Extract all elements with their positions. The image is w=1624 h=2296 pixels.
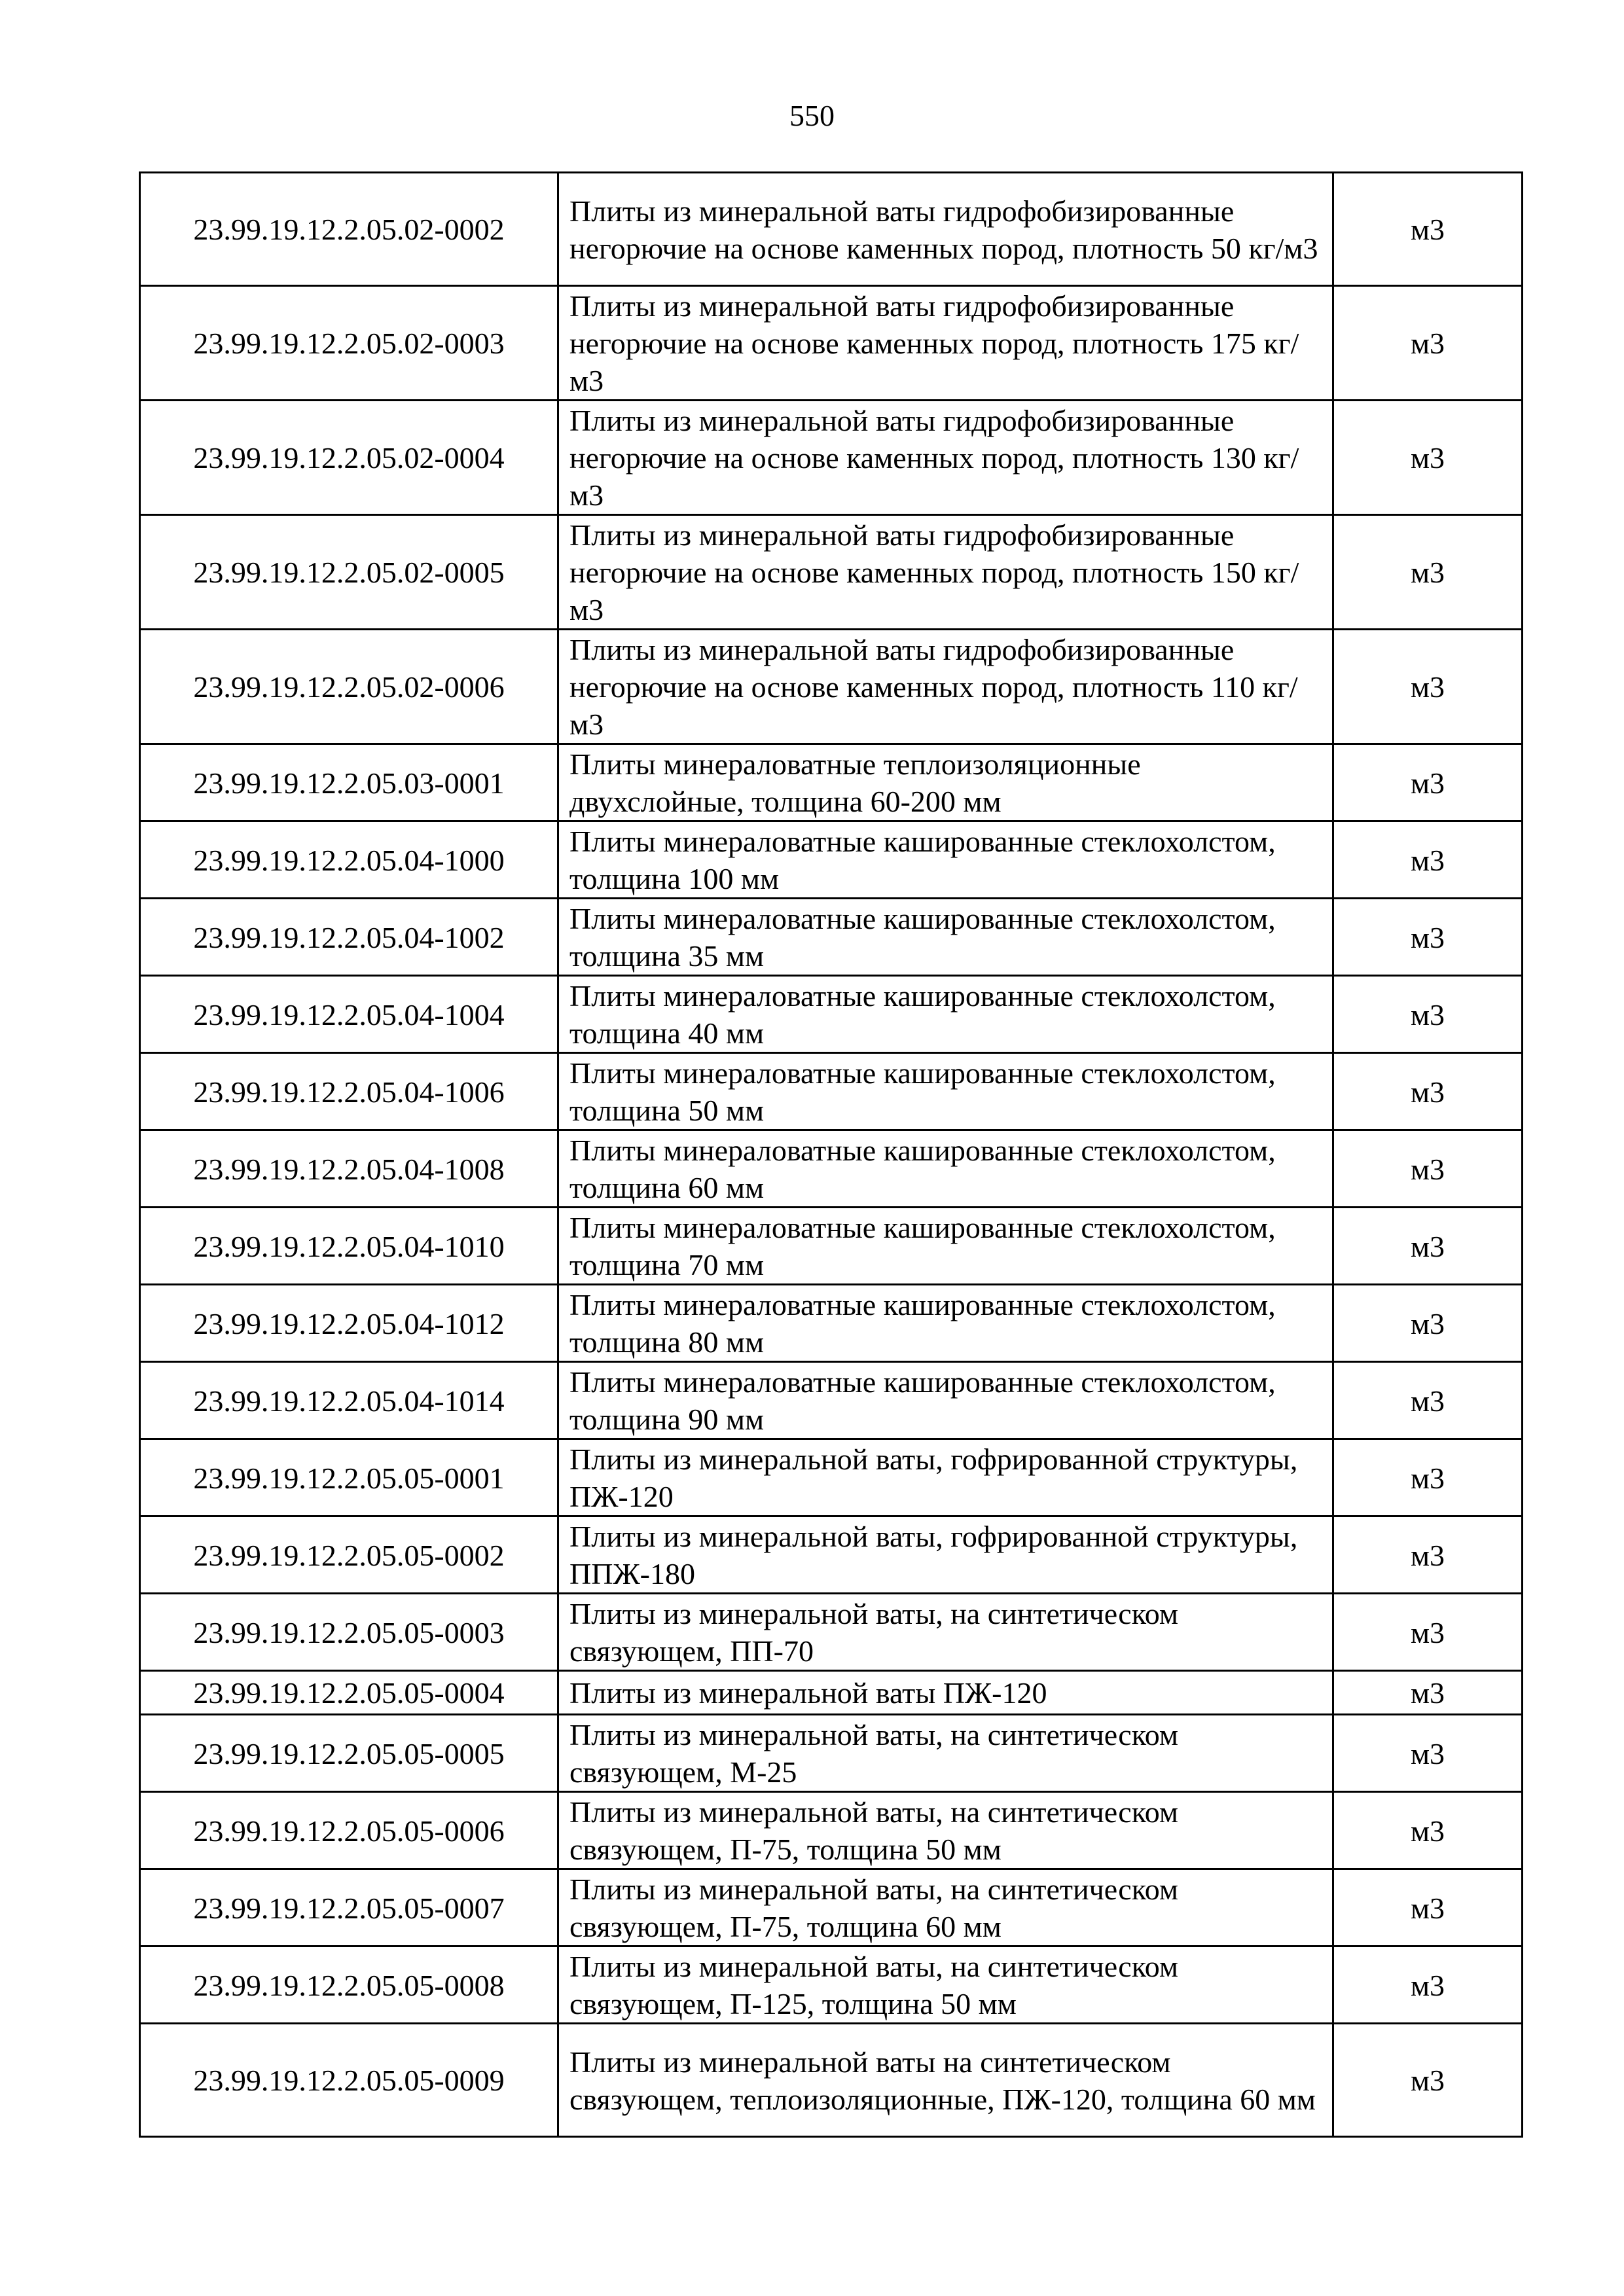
table-row xyxy=(140,1439,1523,1516)
table-row xyxy=(140,1208,1523,1285)
resource-name: Плиты минераловатные кашированные стеклохолстом, толщина 35 мм xyxy=(558,899,1333,976)
resource-code: 23.99.19.12.2.05.05-0001 xyxy=(140,1439,558,1516)
table-row xyxy=(140,401,1523,515)
resource-code: 23.99.19.12.2.05.04-1012 xyxy=(140,1285,558,1362)
resource-table xyxy=(139,171,1523,2138)
resource-code: 23.99.19.12.2.05.04-1000 xyxy=(140,821,558,899)
table-row xyxy=(140,744,1523,821)
resource-code: 23.99.19.12.2.05.05-0003 xyxy=(140,1594,558,1671)
resource-name: Плиты из минеральной ваты, на синтетическом связующем, М-25 xyxy=(558,1715,1333,1792)
resource-unit: м3 xyxy=(1333,1671,1523,1715)
resource-code: 23.99.19.12.2.05.04-1014 xyxy=(140,1362,558,1439)
table-row xyxy=(140,286,1523,401)
table-row xyxy=(140,173,1523,286)
table-row xyxy=(140,2024,1523,2137)
table-row xyxy=(140,1362,1523,1439)
resource-name: Плиты из минеральной ваты гидрофобизированные негорючие на основе каменных пород, плотность 150 кг/м3 xyxy=(558,515,1333,630)
resource-code: 23.99.19.12.2.05.02-0006 xyxy=(140,630,558,744)
table-row xyxy=(140,1946,1523,2024)
resource-unit: м3 xyxy=(1333,630,1523,744)
resource-name: Плиты минераловатные кашированные стеклохолстом, толщина 70 мм xyxy=(558,1208,1333,1285)
resource-code: 23.99.19.12.2.05.05-0004 xyxy=(140,1671,558,1715)
resource-code: 23.99.19.12.2.05.05-0008 xyxy=(140,1946,558,2024)
resource-code: 23.99.19.12.2.05.02-0005 xyxy=(140,515,558,630)
table-row xyxy=(140,1671,1523,1715)
table-row xyxy=(140,1285,1523,1362)
resource-code: 23.99.19.12.2.05.05-0006 xyxy=(140,1792,558,1869)
page-number: 550 xyxy=(789,99,835,132)
resource-unit: м3 xyxy=(1333,976,1523,1053)
resource-code: 23.99.19.12.2.05.04-1010 xyxy=(140,1208,558,1285)
resource-code: 23.99.19.12.2.05.04-1002 xyxy=(140,899,558,976)
resource-unit: м3 xyxy=(1333,1208,1523,1285)
resource-unit: м3 xyxy=(1333,1792,1523,1869)
resource-name: Плиты из минеральной ваты гидрофобизированные негорючие на основе каменных пород, плотность 50 кг/м3 xyxy=(558,173,1333,286)
resource-unit: м3 xyxy=(1333,401,1523,515)
resource-name: Плиты минераловатные кашированные стеклохолстом, толщина 80 мм xyxy=(558,1285,1333,1362)
table-row xyxy=(140,899,1523,976)
resource-code: 23.99.19.12.2.05.05-0005 xyxy=(140,1715,558,1792)
resource-code: 23.99.19.12.2.05.04-1006 xyxy=(140,1053,558,1130)
resource-name: Плиты из минеральной ваты гидрофобизированные негорючие на основе каменных пород, плотность 130 кг/м3 xyxy=(558,401,1333,515)
table-row xyxy=(140,1594,1523,1671)
resource-unit: м3 xyxy=(1333,286,1523,401)
table-row xyxy=(140,1053,1523,1130)
resource-unit: м3 xyxy=(1333,1516,1523,1594)
resource-name: Плиты минераловатные кашированные стеклохолстом, толщина 60 мм xyxy=(558,1130,1333,1208)
resource-unit: м3 xyxy=(1333,1130,1523,1208)
resource-unit: м3 xyxy=(1333,515,1523,630)
resource-name: Плиты из минеральной ваты гидрофобизированные негорючие на основе каменных пород, плотность 175 кг/м3 xyxy=(558,286,1333,401)
resource-code: 23.99.19.12.2.05.02-0003 xyxy=(140,286,558,401)
resource-code: 23.99.19.12.2.05.04-1004 xyxy=(140,976,558,1053)
table-row xyxy=(140,1792,1523,1869)
resource-name: Плиты из минеральной ваты, на синтетическом связующем, П-75, толщина 50 мм xyxy=(558,1792,1333,1869)
resource-name: Плиты минераловатные кашированные стеклохолстом, толщина 40 мм xyxy=(558,976,1333,1053)
resource-name: Плиты минераловатные кашированные стеклохолстом, толщина 100 мм xyxy=(558,821,1333,899)
resource-name: Плиты из минеральной ваты, на синтетическом связующем, П-125, толщина 50 мм xyxy=(558,1946,1333,2024)
resource-unit: м3 xyxy=(1333,899,1523,976)
table-row xyxy=(140,821,1523,899)
resource-name: Плиты из минеральной ваты гидрофобизированные негорючие на основе каменных пород, плотность 110 кг/м3 xyxy=(558,630,1333,744)
table-row xyxy=(140,515,1523,630)
resource-name: Плиты минераловатные кашированные стеклохолстом, толщина 50 мм xyxy=(558,1053,1333,1130)
table-row xyxy=(140,1869,1523,1946)
resource-code: 23.99.19.12.2.05.05-0002 xyxy=(140,1516,558,1594)
resource-unit: м3 xyxy=(1333,821,1523,899)
resource-name: Плиты из минеральной ваты, гофрированной структуры, ППЖ-180 xyxy=(558,1516,1333,1594)
resource-code: 23.99.19.12.2.05.05-0007 xyxy=(140,1869,558,1946)
resource-unit: м3 xyxy=(1333,744,1523,821)
resource-name: Плиты из минеральной ваты, на синтетическом связующем, ПП-70 xyxy=(558,1594,1333,1671)
resource-code: 23.99.19.12.2.05.04-1008 xyxy=(140,1130,558,1208)
resource-name: Плиты из минеральной ваты, гофрированной структуры, ПЖ-120 xyxy=(558,1439,1333,1516)
resource-unit: м3 xyxy=(1333,1285,1523,1362)
resource-unit: м3 xyxy=(1333,1053,1523,1130)
resource-name: Плиты из минеральной ваты, на синтетическом связующем, П-75, толщина 60 мм xyxy=(558,1869,1333,1946)
table-row xyxy=(140,1130,1523,1208)
resource-unit: м3 xyxy=(1333,173,1523,286)
resource-code: 23.99.19.12.2.05.02-0004 xyxy=(140,401,558,515)
table-row xyxy=(140,1715,1523,1792)
table-row xyxy=(140,630,1523,744)
resource-unit: м3 xyxy=(1333,1946,1523,2024)
table-row xyxy=(140,976,1523,1053)
resource-code: 23.99.19.12.2.05.03-0001 xyxy=(140,744,558,821)
resource-unit: м3 xyxy=(1333,1594,1523,1671)
resource-unit: м3 xyxy=(1333,1869,1523,1946)
table-row xyxy=(140,1516,1523,1594)
resource-unit: м3 xyxy=(1333,1439,1523,1516)
resource-name: Плиты минераловатные теплоизоляционные двухслойные, толщина 60-200 мм xyxy=(558,744,1333,821)
resource-unit: м3 xyxy=(1333,1715,1523,1792)
resource-name: Плиты из минеральной ваты на синтетическом связующем, теплоизоляционные, ПЖ-120, толщина 60 мм xyxy=(558,2024,1333,2137)
resource-name: Плиты из минеральной ваты ПЖ-120 xyxy=(558,1671,1333,1715)
resource-name: Плиты минераловатные кашированные стеклохолстом, толщина 90 мм xyxy=(558,1362,1333,1439)
resource-unit: м3 xyxy=(1333,2024,1523,2137)
resource-unit: м3 xyxy=(1333,1362,1523,1439)
resource-code: 23.99.19.12.2.05.05-0009 xyxy=(140,2024,558,2137)
resource-code: 23.99.19.12.2.05.02-0002 xyxy=(140,173,558,286)
